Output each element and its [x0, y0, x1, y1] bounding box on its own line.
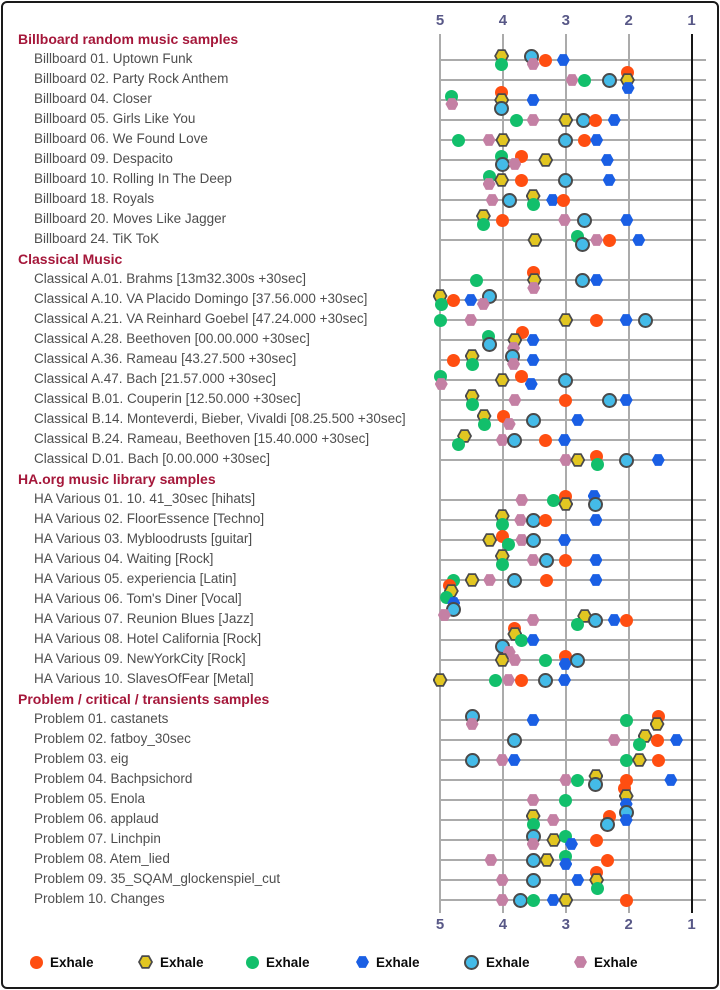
axis-line-right-edge [691, 34, 693, 913]
marker-exhale-2 [632, 753, 647, 768]
marker-exhale-3 [470, 274, 483, 287]
sample-axis-line [440, 859, 706, 861]
marker-exhale-5 [588, 777, 603, 792]
marker-exhale-3 [559, 794, 572, 807]
axis-tick-bottom: 2 [624, 916, 633, 933]
sample-axis-line [440, 159, 706, 161]
sample-axis-line [440, 539, 706, 541]
marker-exhale-3 [591, 882, 604, 895]
legend-label: Exhale [594, 954, 638, 970]
sample-label: Classical A.36. Rameau [43.27.500 +30sec] [34, 351, 297, 366]
marker-exhale-1 [540, 574, 553, 587]
sample-label: Billboard 04. Closer [34, 91, 152, 106]
marker-exhale-4 [608, 614, 621, 627]
marker-exhale-5 [602, 73, 617, 88]
marker-exhale-5 [575, 237, 590, 252]
marker-exhale-2-fill [560, 895, 571, 906]
marker-exhale-1 [589, 114, 602, 127]
marker-exhale-4 [589, 554, 602, 567]
marker-exhale-1 [603, 234, 616, 247]
sample-label: Problem 06. applaud [34, 811, 159, 826]
marker-exhale-6 [547, 814, 560, 827]
marker-exhale-2 [433, 673, 448, 688]
sample-label: HA Various 09. NewYorkCity [Rock] [34, 651, 246, 666]
axis-tick-top: 1 [687, 12, 696, 29]
sample-label: Billboard 01. Uptown Funk [34, 51, 193, 66]
legend-label: Exhale [486, 954, 530, 970]
marker-exhale-5 [558, 373, 573, 388]
marker-exhale-2-fill [467, 575, 478, 586]
marker-exhale-5 [507, 433, 522, 448]
axis-tick-top: 4 [498, 12, 508, 29]
marker-exhale-2-fill [484, 535, 495, 546]
sample-label: HA Various 05. experiencia [Latin] [34, 571, 237, 586]
marker-exhale-2-fill [560, 499, 571, 510]
marker-exhale-4 [527, 94, 540, 107]
marker-exhale-2 [570, 453, 585, 468]
marker-exhale-5 [513, 893, 528, 908]
sample-label: Problem 08. Atem_lied [34, 851, 170, 866]
marker-exhale-6 [558, 214, 571, 227]
marker-exhale-4 [557, 54, 570, 67]
marker-exhale-5 [558, 133, 573, 148]
marker-exhale-5 [507, 733, 522, 748]
marker-exhale-3 [495, 58, 508, 71]
marker-exhale-4 [652, 454, 665, 467]
sample-label: Billboard 02. Party Rock Anthem [34, 71, 229, 86]
sample-label: HA Various 03. Mybloodrusts [guitar] [34, 531, 253, 546]
marker-exhale-5 [638, 313, 653, 328]
marker-exhale-6 [496, 894, 509, 907]
legend-item-exhale-6 [574, 953, 638, 971]
marker-exhale-6 [527, 114, 540, 127]
marker-exhale-4 [464, 294, 477, 307]
marker-exhale-1 [539, 514, 552, 527]
marker-exhale-5 [575, 273, 590, 288]
marker-exhale-2 [495, 373, 510, 388]
sample-label: HA Various 07. Reunion Blues [Jazz] [34, 611, 254, 626]
marker-exhale-2-fill [435, 675, 446, 686]
legend-marker-exhale-5 [464, 955, 479, 970]
legend-label: Exhale [160, 954, 204, 970]
sample-label: Classical B.01. Couperin [12.50.000 +30sec] [34, 391, 301, 406]
sample-label: HA Various 04. Waiting [Rock] [34, 551, 214, 566]
marker-exhale-3 [539, 654, 552, 667]
sample-label: Classical B.14. Monteverdi, Bieber, Vivaldi [08.25.500 +30sec] [34, 411, 406, 426]
gridline-vertical [439, 34, 441, 913]
marker-exhale-1 [578, 134, 591, 147]
marker-exhale-1 [620, 614, 633, 627]
marker-exhale-3 [620, 714, 633, 727]
axis-tick-bottom: 1 [687, 916, 696, 933]
marker-exhale-2 [527, 233, 542, 248]
legend-marker-exhale-3 [246, 956, 259, 969]
axis-tick-bottom: 3 [561, 916, 570, 933]
sample-axis-line [440, 359, 706, 361]
marker-exhale-6 [527, 794, 540, 807]
marker-exhale-4 [608, 114, 621, 127]
marker-exhale-4 [571, 874, 584, 887]
marker-exhale-6 [608, 734, 621, 747]
marker-exhale-5 [495, 157, 510, 172]
marker-exhale-6 [496, 754, 509, 767]
marker-exhale-1 [651, 734, 664, 747]
marker-exhale-1 [515, 370, 528, 383]
marker-exhale-4 [632, 234, 645, 247]
marker-exhale-4 [558, 674, 571, 687]
marker-exhale-4 [590, 134, 603, 147]
sample-label: Problem 10. Changes [34, 891, 165, 906]
marker-exhale-3 [502, 538, 515, 551]
marker-exhale-5 [502, 193, 517, 208]
marker-exhale-5 [600, 817, 615, 832]
marker-exhale-6 [515, 494, 528, 507]
axis-tick-top: 3 [561, 12, 570, 29]
legend-label: Exhale [376, 954, 420, 970]
sample-axis-line [440, 519, 706, 521]
marker-exhale-1 [447, 294, 460, 307]
sample-label: Problem 04. Bachpsichord [34, 771, 193, 786]
sample-label: Problem 09. 35_SQAM_glockenspiel_cut [34, 871, 281, 886]
marker-exhale-3 [496, 558, 509, 571]
sample-label: Classical A.01. Brahms [13m32.300s +30sec] [34, 271, 307, 286]
marker-exhale-6 [484, 854, 497, 867]
sample-axis-line [440, 339, 706, 341]
sample-axis-line [440, 499, 706, 501]
marker-exhale-2-fill [541, 855, 552, 866]
marker-exhale-5 [482, 337, 497, 352]
sample-label: Billboard 20. Moves Like Jagger [34, 211, 227, 226]
marker-exhale-5 [602, 393, 617, 408]
marker-exhale-6 [496, 874, 509, 887]
marker-exhale-4 [547, 894, 560, 907]
marker-exhale-4 [620, 214, 633, 227]
axis-tick-bottom: 4 [498, 916, 508, 933]
sample-label: Billboard 06. We Found Love [34, 131, 208, 146]
marker-exhale-1 [515, 674, 528, 687]
marker-exhale-1 [557, 194, 570, 207]
legend-marker-exhale-6 [574, 956, 587, 969]
marker-exhale-2-fill [529, 235, 540, 246]
marker-exhale-2 [482, 533, 497, 548]
sample-label: Classical A.10. VA Placido Domingo [37.56.000 +30sec] [34, 291, 368, 306]
marker-exhale-4 [571, 414, 584, 427]
sample-label: HA Various 01. 10. 41_30sec [hihats] [34, 491, 256, 506]
sample-label: Billboard 09. Despacito [34, 151, 173, 166]
marker-exhale-3 [527, 894, 540, 907]
marker-exhale-1 [620, 894, 633, 907]
marker-exhale-2 [558, 313, 573, 328]
group-header: HA.org music library samples [18, 471, 216, 487]
sample-axis-line [440, 199, 706, 201]
sample-label: HA Various 08. Hotel California [Rock] [34, 631, 262, 646]
marker-exhale-2 [558, 893, 573, 908]
marker-exhale-3 [578, 74, 591, 87]
axis-tick-top: 2 [624, 12, 633, 29]
sample-label: Billboard 10. Rolling In The Deep [34, 171, 232, 186]
marker-exhale-5 [588, 613, 603, 628]
marker-exhale-2-fill [652, 719, 663, 730]
marker-exhale-6 [502, 674, 515, 687]
marker-exhale-2-fill [497, 375, 508, 386]
marker-exhale-5 [507, 573, 522, 588]
marker-exhale-5 [539, 553, 554, 568]
marker-exhale-2 [495, 133, 510, 148]
marker-exhale-5 [465, 753, 480, 768]
marker-exhale-2 [539, 853, 554, 868]
marker-exhale-5 [577, 213, 592, 228]
marker-exhale-2-fill [496, 175, 507, 186]
sample-axis-line [440, 559, 706, 561]
marker-exhale-5 [619, 453, 634, 468]
marker-exhale-6 [483, 134, 496, 147]
marker-exhale-5 [570, 653, 585, 668]
marker-exhale-1 [590, 314, 603, 327]
sample-axis-line [440, 439, 706, 441]
marker-exhale-4 [527, 634, 540, 647]
marker-exhale-4 [620, 314, 633, 327]
sample-axis-line [440, 819, 706, 821]
legend-item-exhale-2 [138, 953, 204, 971]
sample-axis-line [440, 639, 706, 641]
sample-label: Billboard 18. Royals [34, 191, 155, 206]
marker-exhale-2 [465, 573, 480, 588]
marker-exhale-3 [435, 298, 448, 311]
sample-label: Billboard 24. TiK ToK [34, 231, 160, 246]
sample-label: Classical B.24. Rameau, Beethoven [15.40.000 +30sec] [34, 431, 370, 446]
marker-exhale-1 [539, 54, 552, 67]
marker-exhale-3 [478, 418, 491, 431]
legend-label: Exhale [266, 954, 310, 970]
sample-axis-line [440, 759, 706, 761]
marker-exhale-3 [547, 494, 560, 507]
marker-exhale-3 [452, 438, 465, 451]
marker-exhale-5 [558, 173, 573, 188]
marker-exhale-1 [539, 434, 552, 447]
marker-exhale-5 [588, 497, 603, 512]
marker-exhale-3 [477, 218, 490, 231]
marker-exhale-5 [538, 673, 553, 688]
sample-axis-line [440, 739, 706, 741]
marker-exhale-4 [601, 154, 614, 167]
marker-exhale-1 [559, 394, 572, 407]
marker-exhale-6 [483, 574, 496, 587]
marker-exhale-3 [571, 618, 584, 631]
marker-exhale-3 [527, 198, 540, 211]
marker-exhale-4 [527, 714, 540, 727]
marker-exhale-2-fill [548, 835, 559, 846]
marker-exhale-5 [494, 101, 509, 116]
sample-label: Problem 03. eig [34, 751, 129, 766]
marker-exhale-3 [571, 774, 584, 787]
marker-exhale-2-fill [634, 755, 645, 766]
sample-label: Classical A.21. VA Reinhard Goebel [47.24.000 +30sec] [34, 311, 368, 326]
marker-exhale-1 [590, 834, 603, 847]
marker-exhale-3 [515, 634, 528, 647]
marker-exhale-1 [601, 854, 614, 867]
marker-exhale-1 [447, 354, 460, 367]
sample-label: Classical D.01. Bach [0.00.000 +30sec] [34, 451, 271, 466]
sample-label: Problem 01. castanets [34, 711, 169, 726]
marker-exhale-2-fill [497, 135, 508, 146]
marker-exhale-4 [670, 734, 683, 747]
marker-exhale-2 [558, 113, 573, 128]
marker-exhale-4 [620, 394, 633, 407]
legend-marker-exhale-1 [30, 956, 43, 969]
sample-label: Billboard 05. Girls Like You [34, 111, 196, 126]
marker-exhale-1 [496, 214, 509, 227]
sample-axis-line [440, 599, 706, 601]
sample-axis-line [440, 59, 706, 61]
sample-label: Problem 05. Enola [34, 791, 146, 806]
axis-tick-top: 5 [435, 12, 445, 29]
marker-exhale-6 [590, 234, 603, 247]
legend-item-exhale-5 [464, 953, 530, 971]
sample-axis-line [440, 719, 706, 721]
marker-exhale-6 [527, 554, 540, 567]
legend-marker-exhale-2-fill [140, 957, 151, 968]
marker-exhale-4 [558, 434, 571, 447]
legend-item-exhale-1 [30, 953, 94, 971]
marker-exhale-6 [464, 314, 477, 327]
marker-exhale-2-fill [572, 455, 583, 466]
sample-axis-line [440, 99, 706, 101]
marker-exhale-4 [508, 754, 521, 767]
marker-exhale-6 [527, 614, 540, 627]
marker-exhale-2-fill [560, 315, 571, 326]
marker-exhale-3 [452, 134, 465, 147]
marker-exhale-3 [510, 114, 523, 127]
sample-label: Classical A.47. Bach [21.57.000 +30sec] [34, 371, 277, 386]
marker-exhale-4 [664, 774, 677, 787]
legend-label: Exhale [50, 954, 94, 970]
marker-exhale-4 [527, 354, 540, 367]
marker-exhale-5 [526, 413, 541, 428]
marker-exhale-4 [590, 274, 603, 287]
marker-exhale-5 [526, 873, 541, 888]
marker-exhale-3 [620, 754, 633, 767]
marker-exhale-4 [603, 174, 616, 187]
marker-exhale-1 [652, 754, 665, 767]
marker-exhale-3 [591, 458, 604, 471]
marker-exhale-4 [589, 574, 602, 587]
sample-label: Classical A.28. Beethoven [00.00.000 +30sec] [34, 331, 310, 346]
group-header: Billboard random music samples [18, 31, 239, 47]
sample-axis-line [440, 579, 706, 581]
sample-label: Problem 02. fatboy_30sec [34, 731, 191, 746]
marker-exhale-1 [515, 174, 528, 187]
sample-label: HA Various 10. SlavesOfFear [Metal] [34, 671, 254, 686]
sample-label: Problem 07. Linchpin [34, 831, 161, 846]
marker-exhale-5 [526, 853, 541, 868]
group-header: Problem / critical / transients samples [18, 691, 270, 707]
marker-exhale-6 [508, 394, 521, 407]
sample-axis-line [440, 399, 706, 401]
sample-label: HA Various 06. Tom's Diner [Vocal] [34, 591, 242, 606]
marker-exhale-6 [486, 194, 499, 207]
marker-exhale-6 [566, 74, 579, 87]
marker-exhale-3 [466, 358, 479, 371]
marker-exhale-3 [633, 738, 646, 751]
marker-exhale-2 [494, 173, 509, 188]
marker-exhale-2 [538, 153, 553, 168]
legend-item-exhale-4 [356, 953, 420, 971]
axis-tick-bottom: 5 [435, 916, 445, 933]
marker-exhale-5 [526, 533, 541, 548]
marker-exhale-1 [559, 554, 572, 567]
legend-marker-exhale-2 [138, 955, 153, 970]
marker-exhale-3 [496, 518, 509, 531]
listening-test-chart [1, 1, 719, 989]
marker-exhale-3 [434, 314, 447, 327]
marker-exhale-4 [589, 514, 602, 527]
marker-exhale-3 [466, 398, 479, 411]
sample-axis-line [440, 679, 706, 681]
marker-exhale-3 [489, 674, 502, 687]
legend-item-exhale-3 [246, 953, 310, 971]
group-header: Classical Music [18, 251, 123, 267]
marker-exhale-4 [558, 534, 571, 547]
sample-label: HA Various 02. FloorEssence [Techno] [34, 511, 265, 526]
marker-exhale-2-fill [497, 655, 508, 666]
marker-exhale-4 [527, 334, 540, 347]
sample-axis-line [440, 799, 706, 801]
legend-marker-exhale-4 [356, 956, 369, 969]
marker-exhale-2-fill [540, 155, 551, 166]
marker-exhale-2-fill [560, 115, 571, 126]
